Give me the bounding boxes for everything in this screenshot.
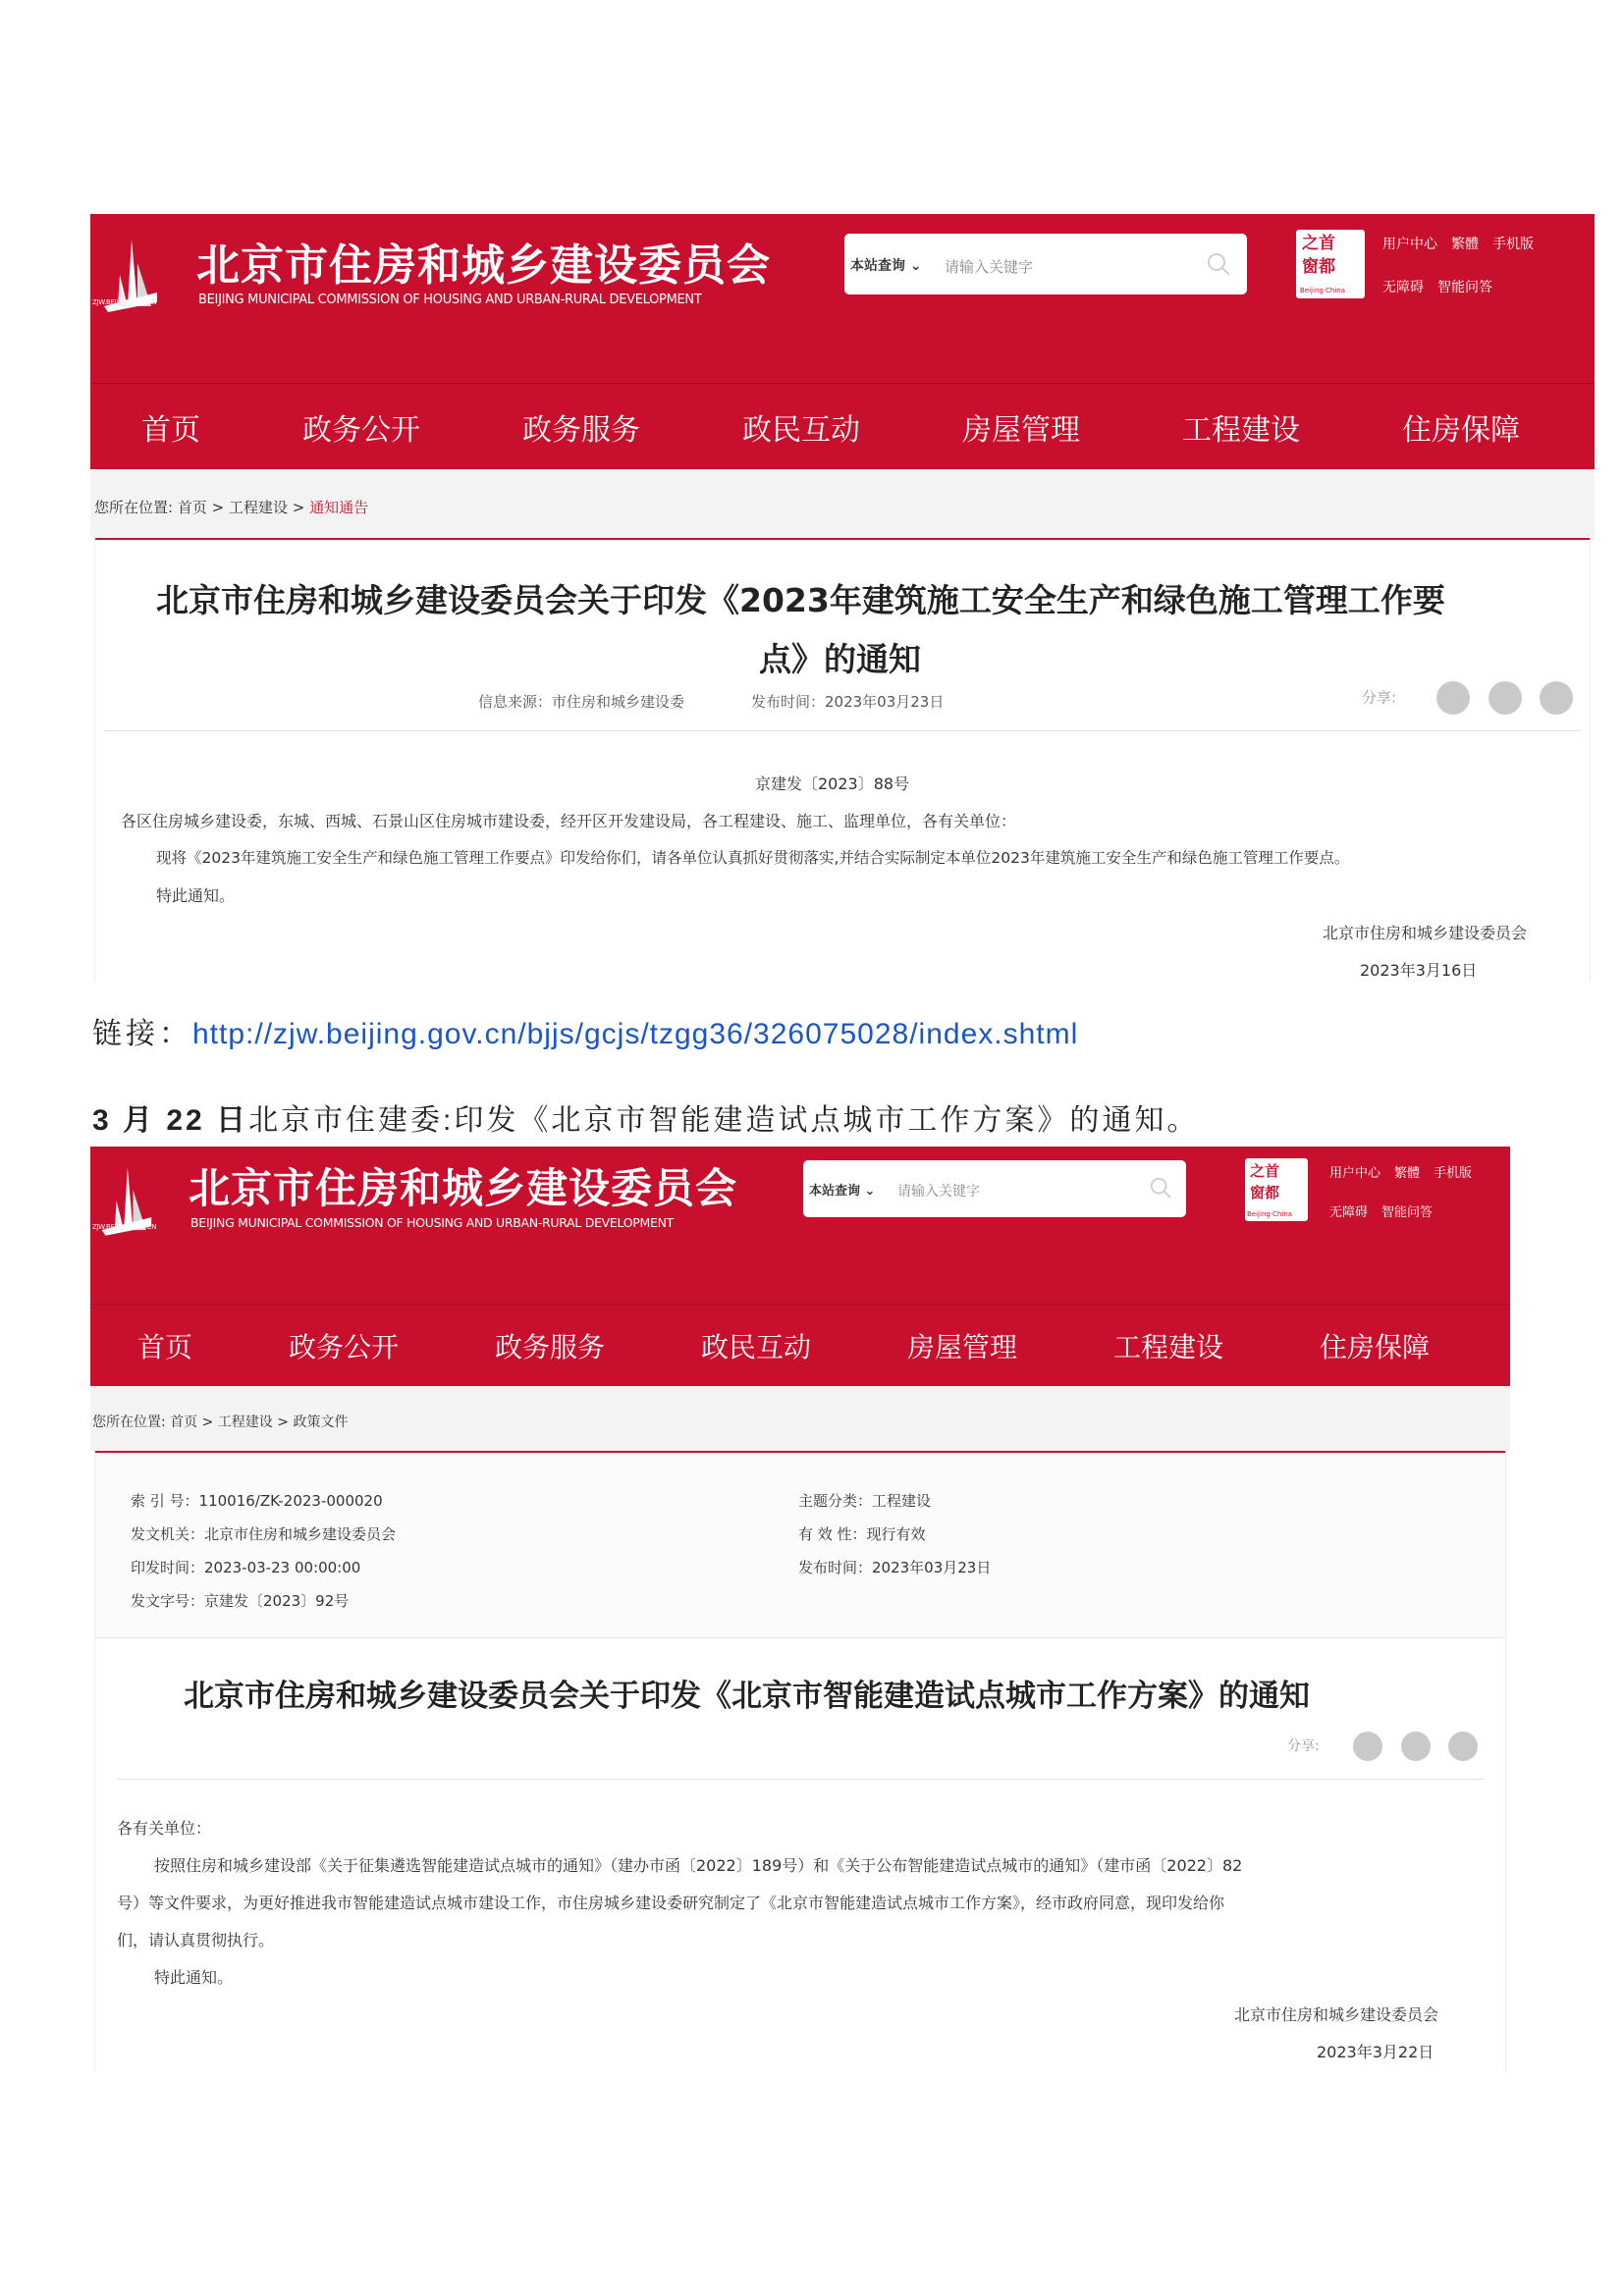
closing: 特此通知。 xyxy=(154,1968,234,1987)
nav-gov-affairs-open[interactable]: 政务公开 xyxy=(302,413,420,448)
addressees: 各有关单位： xyxy=(117,1819,212,1838)
nav-gov-affairs-open[interactable]: 政务公开 xyxy=(289,1331,400,1363)
title-divider xyxy=(117,1779,1484,1780)
index-number: 索 引 号：110016/ZK-2023-000020 xyxy=(131,1492,383,1510)
article-panel xyxy=(94,538,1591,982)
capital-window-seal[interactable] xyxy=(1296,230,1365,298)
article-title: 北京市住房和城乡建设委员会关于印发《北京市智能建造试点城市工作方案》的通知 xyxy=(184,1679,1310,1714)
addressees: 各区住房城乡建设委，东城、西城、石景山区住房城市建设委，经开区开发建设局，各工程建设、施工、监理单位，各有关单位： xyxy=(121,812,1017,830)
logo-caption: ZJW.BEIJING.GOV.CN xyxy=(92,298,157,306)
nav-home[interactable]: 首页 xyxy=(137,1331,193,1363)
nav-housing-mgmt[interactable]: 房屋管理 xyxy=(907,1331,1018,1363)
breadcrumb-section[interactable]: 工程建设 xyxy=(217,1415,273,1430)
search-scope-select[interactable]: 本站查询 ⌄ xyxy=(850,258,922,274)
site-header xyxy=(90,1147,1510,1304)
item2-heading xyxy=(92,1095,1199,1139)
share-bar xyxy=(1362,681,1573,715)
item2-text: 北京市住建委:印发《北京市智能建造试点城市工作方案》的通知。 xyxy=(248,1104,1200,1137)
smart-qa-link[interactable]: 智能问答 xyxy=(1437,280,1492,295)
weibo-share-icon[interactable] xyxy=(1401,1732,1431,1761)
body-line-1: 按照住房和城乡建设部《关于征集遴选智能建造试点城市的通知》（建办市函〔2022〕189号）和《关于公布智能建造试点城市的通知》（建市函〔2022〕82 xyxy=(154,1856,1243,1875)
nav-home[interactable]: 首页 xyxy=(141,413,200,448)
favorite-star-icon[interactable] xyxy=(1540,681,1573,715)
breadcrumb-current[interactable]: 政策文件 xyxy=(293,1415,349,1430)
search-icon[interactable] xyxy=(1206,251,1231,277)
user-center-link[interactable]: 用户中心 xyxy=(1329,1166,1381,1181)
item2-date: 3 月 22 日 xyxy=(92,1104,249,1137)
search-input[interactable]: 请输入关键字 xyxy=(897,1184,980,1200)
nav-housing-security[interactable]: 住房保障 xyxy=(1402,413,1520,448)
commission-logo-icon[interactable] xyxy=(98,234,161,324)
top-links xyxy=(1382,234,1547,253)
breadcrumb-section[interactable]: 工程建设 xyxy=(229,499,289,516)
breadcrumb-home[interactable]: 首页 xyxy=(170,1415,198,1430)
top-links-2 xyxy=(1382,277,1506,296)
mobile-version-link[interactable]: 手机版 xyxy=(1492,237,1534,252)
traditional-chinese-link[interactable]: 繁體 xyxy=(1451,237,1479,252)
top-links xyxy=(1329,1162,1486,1181)
seal-caption: Beijing·China xyxy=(1300,287,1346,294)
signature: 北京市住房和城乡建设委员会 xyxy=(1323,924,1528,942)
top-links-2 xyxy=(1329,1201,1446,1220)
article-title-line-2: 点》的通知 xyxy=(759,640,921,678)
capital-window-seal[interactable] xyxy=(1245,1158,1308,1221)
breadcrumb-label: 您所在位置: xyxy=(94,499,174,516)
breadcrumb-current[interactable]: 通知通告 xyxy=(309,499,369,516)
seal-chars: 之首 窗都 xyxy=(1302,234,1335,277)
nav-housing-security[interactable]: 住房保障 xyxy=(1320,1331,1431,1363)
publish-time: 发布时间：2023年03月23日 xyxy=(798,1559,992,1576)
nav-interaction[interactable]: 政民互动 xyxy=(742,413,860,448)
nav-interaction[interactable]: 政民互动 xyxy=(701,1331,812,1363)
breadcrumb-label: 您所在位置: xyxy=(92,1415,166,1430)
validity: 有 效 性：现行有效 xyxy=(798,1525,926,1543)
signature: 北京市住房和城乡建设委员会 xyxy=(1234,2005,1439,2024)
source-link[interactable]: http://zjw.beijing.gov.cn/bjjs/gcjs/tzgg36/326075028/index.shtml xyxy=(192,1018,1079,1050)
seal-chars: 之首 窗都 xyxy=(1250,1162,1280,1201)
mobile-version-link[interactable]: 手机版 xyxy=(1434,1166,1473,1181)
traditional-chinese-link[interactable]: 繁體 xyxy=(1394,1166,1421,1181)
screenshot-notice-2 xyxy=(90,1147,1510,2071)
site-title[interactable]: 北京市住房和城乡建设委员会 xyxy=(189,1164,738,1212)
metadata-box xyxy=(95,1453,1505,1638)
share-bar xyxy=(1287,1732,1478,1761)
topic-category: 主题分类：工程建设 xyxy=(798,1492,932,1510)
breadcrumb-home[interactable]: 首页 xyxy=(177,499,207,516)
search-input[interactable]: 请输入关键字 xyxy=(945,258,1034,276)
link-label: 链接： xyxy=(92,1018,192,1050)
site-subtitle: BEIJING MUNICIPAL COMMISSION OF HOUSING AND URBAN-RURAL DEVELOPMENT xyxy=(198,293,702,307)
panel-top-border xyxy=(95,538,1590,540)
smart-qa-link[interactable]: 智能问答 xyxy=(1381,1205,1434,1220)
wechat-share-icon[interactable] xyxy=(1353,1732,1382,1761)
accessibility-link[interactable]: 无障碍 xyxy=(1382,280,1424,295)
article-panel xyxy=(94,1451,1506,2071)
commission-logo-icon[interactable] xyxy=(96,1162,155,1247)
favorite-star-icon[interactable] xyxy=(1448,1732,1478,1761)
share-label: 分享: xyxy=(1362,688,1397,707)
site-search[interactable] xyxy=(844,234,1247,294)
publish-time: 发布时间：2023年03月23日 xyxy=(751,693,945,711)
body-line-3: 们，请认真贯彻执行。 xyxy=(117,1931,275,1949)
body-paragraph: 现将《2023年建筑施工安全生产和绿色施工管理工作要点》印发给你们，请各单位认真抓好贯彻落实,并结合实际制定本单位2023年建筑施工安全生产和绿色施工管理工作要点。 xyxy=(156,849,1350,867)
link-line xyxy=(92,1009,1078,1052)
main-nav xyxy=(90,383,1595,470)
body-line-2: 号）等文件要求，为更好推进我市智能建造试点城市建设工作，市住房城乡建设委研究制定了《北京市智能建造试点城市工作方案》，经市政府同意，现印发给你 xyxy=(117,1894,1225,1912)
site-search[interactable] xyxy=(803,1160,1186,1217)
sign-date: 2023年3月22日 xyxy=(1317,2043,1435,2061)
nav-gov-services[interactable]: 政务服务 xyxy=(495,1331,606,1363)
site-title[interactable]: 北京市住房和城乡建设委员会 xyxy=(196,240,771,291)
issue-time: 印发时间：2023-03-23 00:00:00 xyxy=(131,1559,361,1576)
document-number: 京建发〔2023〕88号 xyxy=(755,774,910,793)
weibo-share-icon[interactable] xyxy=(1489,681,1522,715)
nav-engineering[interactable]: 工程建设 xyxy=(1182,413,1300,448)
breadcrumb: 您所在位置: 首页 > 工程建设 > 政策文件 xyxy=(90,1386,1510,1451)
nav-gov-services[interactable]: 政务服务 xyxy=(522,413,640,448)
search-icon[interactable] xyxy=(1149,1176,1172,1200)
logo-caption: ZJW.BEIJING.GOV.CN xyxy=(92,1223,157,1231)
search-scope-select[interactable]: 本站查询 ⌄ xyxy=(809,1184,876,1199)
accessibility-link[interactable]: 无障碍 xyxy=(1329,1205,1369,1220)
sign-date: 2023年3月16日 xyxy=(1360,961,1478,980)
issuing-authority: 发文机关：北京市住房和城乡建设委员会 xyxy=(131,1525,397,1543)
site-subtitle: BEIJING MUNICIPAL COMMISSION OF HOUSING AND URBAN-RURAL DEVELOPMENT xyxy=(190,1215,674,1230)
site-header xyxy=(90,214,1595,383)
closing: 特此通知。 xyxy=(156,886,236,905)
screenshot-notice-1 xyxy=(90,214,1595,982)
nav-engineering[interactable]: 工程建设 xyxy=(1113,1331,1224,1363)
info-source: 信息来源：市住房和城乡建设委 xyxy=(478,693,685,711)
nav-housing-mgmt[interactable]: 房屋管理 xyxy=(962,413,1080,448)
user-center-link[interactable]: 用户中心 xyxy=(1382,237,1437,252)
document-number: 发文字号：京建发〔2023〕92号 xyxy=(131,1592,350,1610)
meta-divider xyxy=(103,730,1582,731)
share-label: 分享: xyxy=(1287,1738,1320,1754)
wechat-share-icon[interactable] xyxy=(1436,681,1470,715)
main-nav xyxy=(90,1304,1510,1387)
breadcrumb: 您所在位置: 首页 > 工程建设 > 通知通告 xyxy=(90,469,1595,538)
article-title-line-1: 北京市住房和城乡建设委员会关于印发《2023年建筑施工安全生产和绿色施工管理工作要 xyxy=(156,581,1445,619)
seal-caption: Beijing·China xyxy=(1247,1210,1293,1218)
